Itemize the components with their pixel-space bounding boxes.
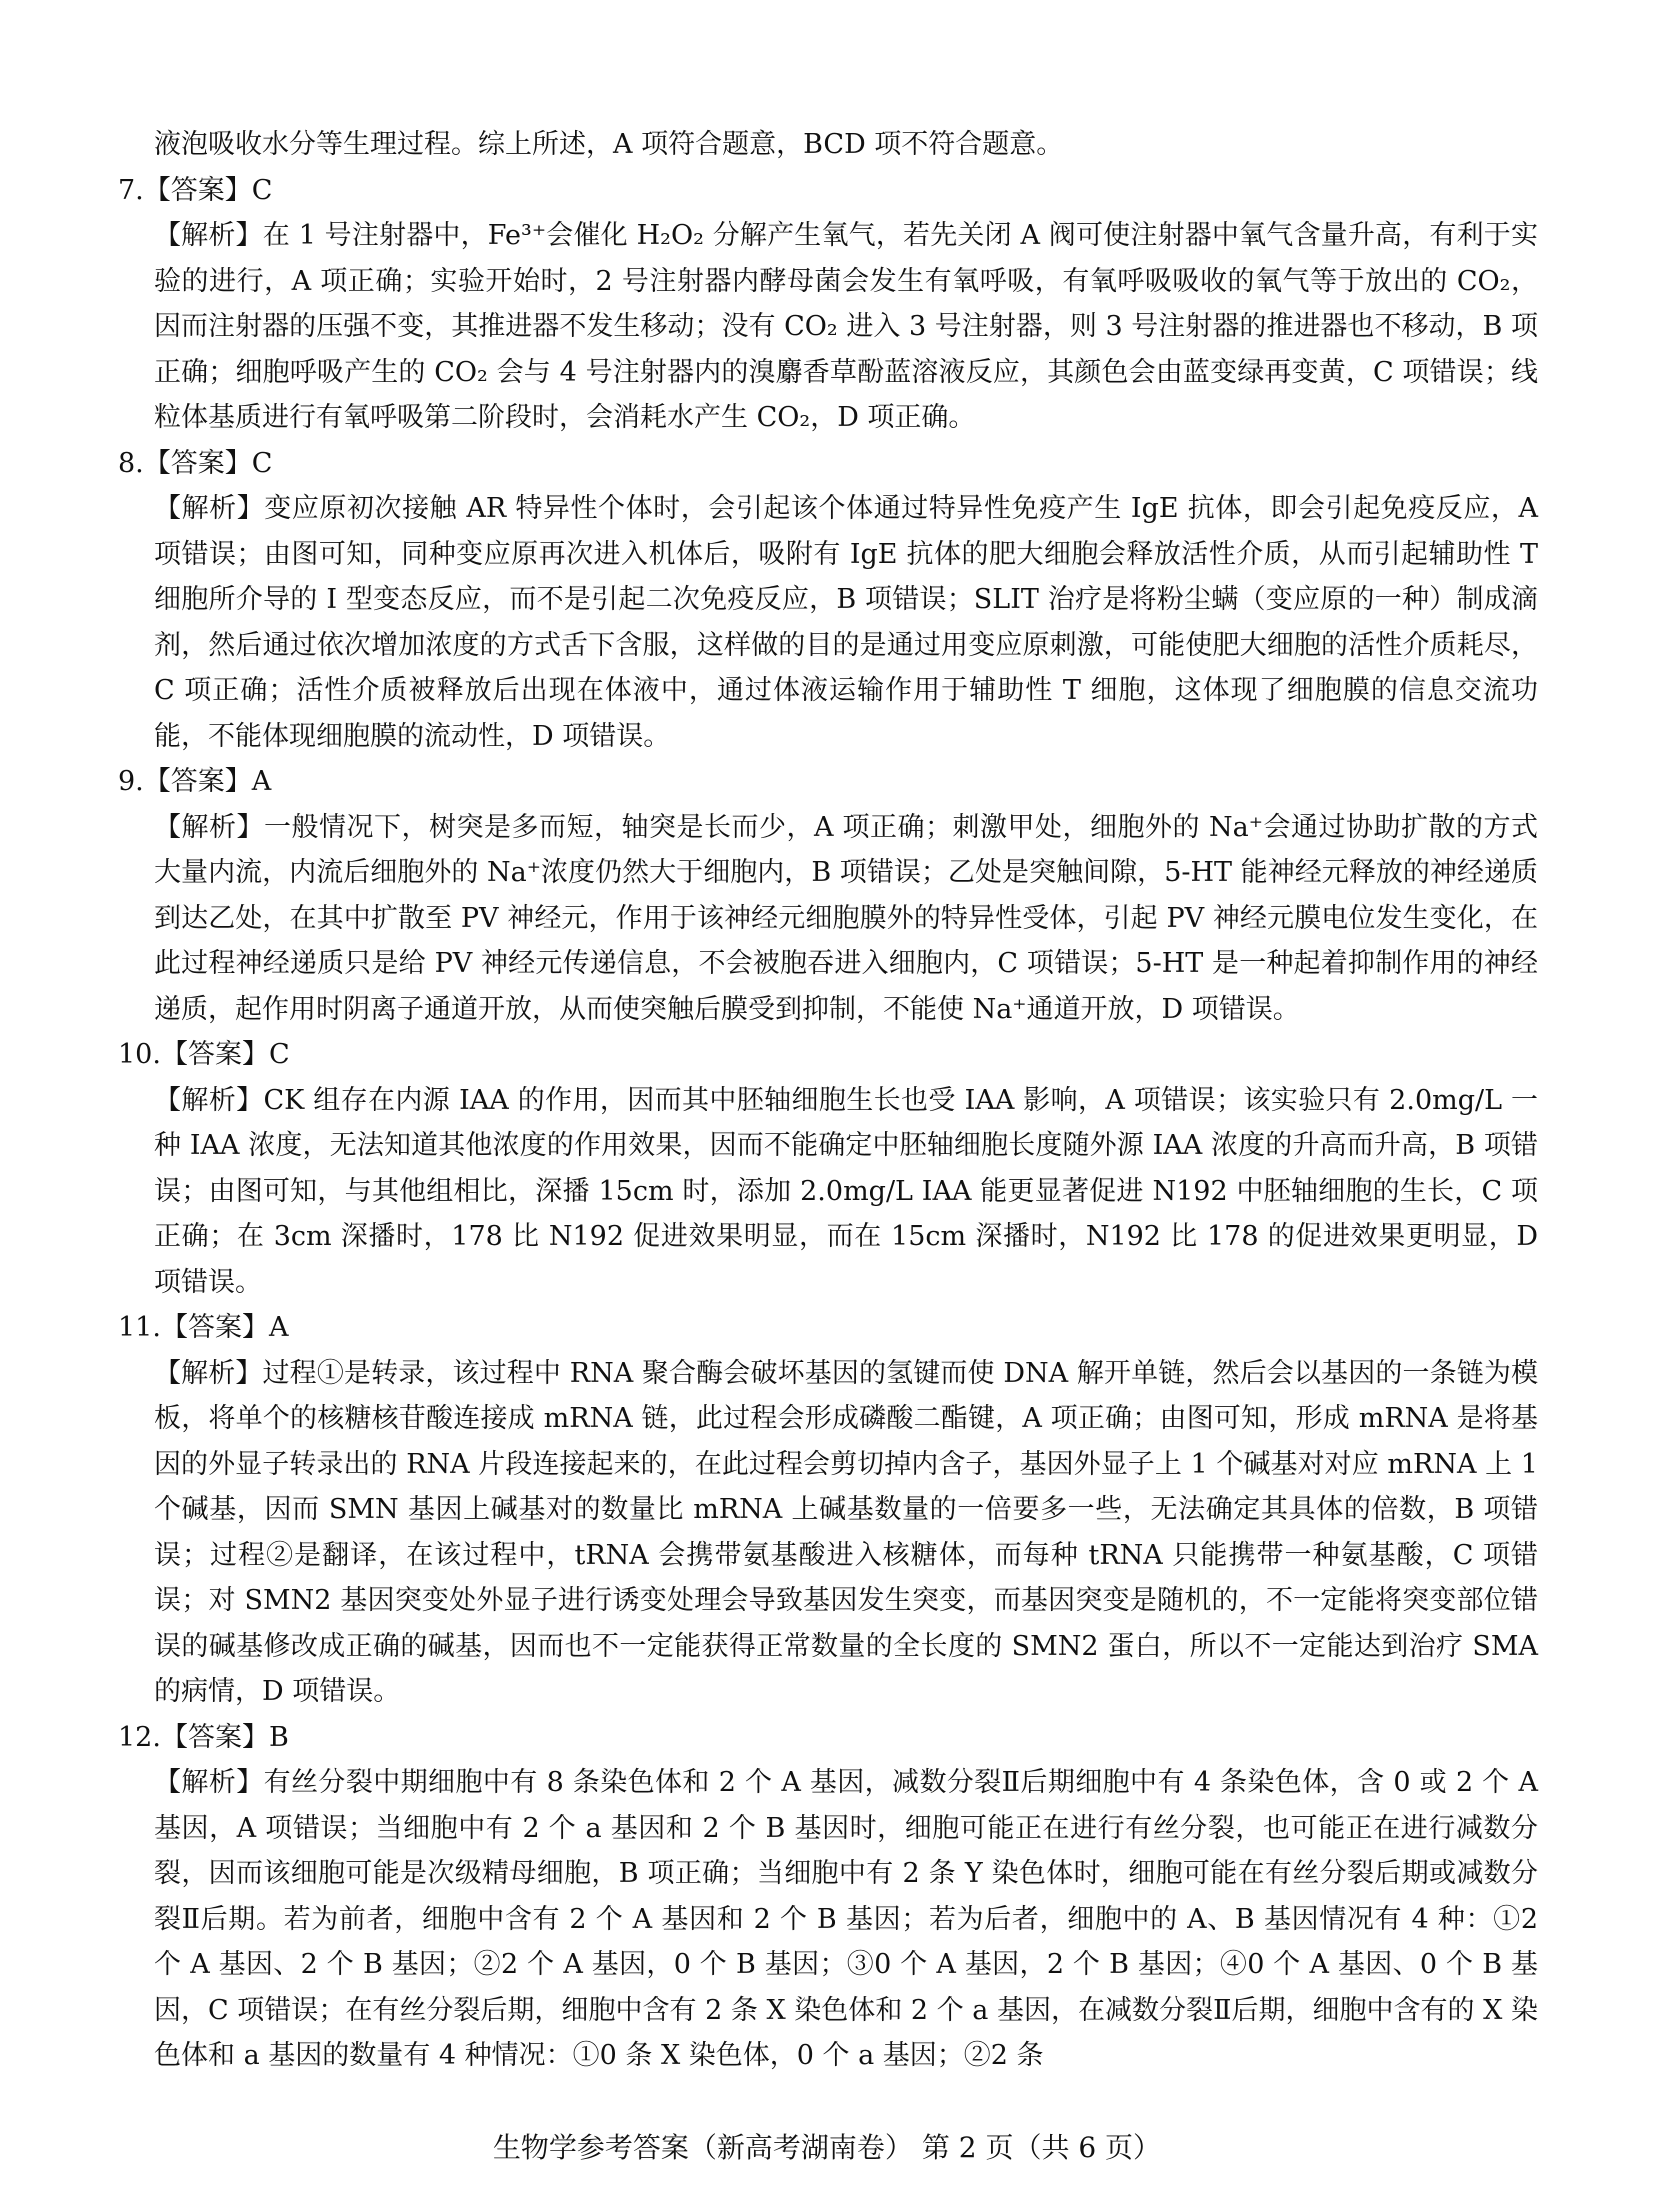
answer-content (118, 122, 1538, 2079)
intro-paragraph: 液泡吸收水分等生理过程。综上所述，A 项符合题意，BCD 项不符合题意。 (154, 129, 1064, 160)
question-number: 7. (118, 174, 144, 206)
analysis-text: 在 1 号注射器中，Fe³⁺会催化 H₂O₂ 分解产生氧气，若先关闭 A 阀可使注射器中氧气含量升高，有利于实验的进行，A 项正确；实验开始时，2 号注射器内酵母菌会发生有氧呼吸，有氧呼吸吸收的氧气等于放出的 CO₂，因而注射器的压强不变，其推进器不发生移动；没有 CO₂ 进入 3 号注射器，则 3 号注射器的推进器也不移动，B 项正确；细胞呼吸产生的 CO₂ 会与 4 号注射器内的溴麝香草酚蓝溶液反应，其颜色会由蓝变绿再变黄，C 项错误；线粒体基质进行有氧呼吸第二阶段时，会消耗水产生 CO₂，D 项正确。 (154, 220, 1538, 433)
analysis-text: 变应原初次接触 AR 特异性个体时，会引起该个体通过特异性免疫产生 IgE 抗体，即会引起免疫反应，A 项错误；由图可知，同种变应原再次进入机体后，吸附有 IgE 抗体的肥大细胞会释放活性介质，从而引起辅助性 T 细胞所介导的 I 型变态反应，而不是引起二次免疫反应，B 项错误；SLIT 治疗是将粉尘螨（变应原的一种）制成滴剂，然后通过依次增加浓度的方式舌下含服，这样做的目的是通过用变应原刺激，可能使肥大细胞的活性介质耗尽，C 项正确；活性介质被释放后出现在体液中，通过体液运输作用于辅助性 T 细胞，这体现了细胞膜的信息交流功能，不能体现细胞膜的流动性，D 项错误。 (154, 493, 1538, 752)
page-footer: 生物学参考答案（新高考湖南卷） 第 2 页（共 6 页） (492, 2131, 1162, 2164)
answer-key: 【答案】C (143, 447, 273, 479)
answer-key: 【答案】A (160, 1312, 289, 1343)
question-number: 8. (118, 447, 144, 479)
answer-item-9 (118, 759, 1538, 1032)
analysis-paragraph (118, 1078, 1538, 1306)
analysis-paragraph (118, 1760, 1538, 2079)
analysis-label: 【解析】 (154, 493, 265, 524)
analysis-paragraph (118, 486, 1538, 759)
analysis-paragraph (118, 1351, 1538, 1715)
question-number: 12. (118, 1721, 161, 1753)
answer-key: 【答案】B (160, 1721, 289, 1753)
answer-key: 【答案】A (143, 766, 272, 797)
answer-item-8 (118, 441, 1538, 760)
analysis-label: 【解析】 (154, 1357, 263, 1389)
question-number: 11. (118, 1312, 161, 1343)
analysis-label: 【解析】 (154, 1767, 264, 1798)
answer-item-11 (118, 1305, 1538, 1715)
analysis-text: 有丝分裂中期细胞中有 8 条染色体和 2 个 A 基因，减数分裂Ⅱ后期细胞中有 4 条染色体，含 0 或 2 个 A 基因，A 项错误；当细胞中有 2 个 a 基因和 2 个 B 基因时，细胞可能正在进行有丝分裂，也可能正在进行减数分裂，因而该细胞可能是次级精母细胞，B 项正确；当细胞中有 2 条 Y 染色体时，细胞可能在有丝分裂后期或减数分裂Ⅱ后期。若为前者，细胞中含有 2 个 A 基因和 2 个 B 基因；若为后者，细胞中的 A、B 基因情况有 4 种：①2 个 A 基因、2 个 B 基因；②2 个 A 基因，0 个 B 基因；③0 个 A 基因，2 个 B 基因；④0 个 A 基因、0 个 B 基因，C 项错误；在有丝分裂后期，细胞中含有 2 条 X 染色体和 2 个 a 基因，在减数分裂Ⅱ后期，细胞中含有的 X 染色体和 a 基因的数量有 4 种情况：①0 条 X 染色体，0 个 a 基因；②2 条 (154, 1767, 1539, 2071)
analysis-text: CK 组存在内源 IAA 的作用，因而其中胚轴细胞生长也受 IAA 影响，A 项错误；该实验只有 2.0mg/L 一种 IAA 浓度，无法知道其他浓度的作用效果，因而不能确定中胚轴细胞长度随外源 IAA 浓度的升高而升高，B 项错误；由图可知，与其他组相比，深播 15cm 时，添加 2.0mg/L IAA 能更显著促进 N192 中胚轴细胞的生长，C 项正确；在 3cm 深播时，178 比 N192 促进效果明显，而在 15cm 深播时，N192 比 178 的促进效果更明显，D 项错误。 (154, 1084, 1538, 1298)
analysis-text: 一般情况下，树突是多而短，轴突是长而少，A 项正确；刺激甲处，细胞外的 Na⁺会通过协助扩散的方式大量内流，内流后细胞外的 Na⁺浓度仍然大于细胞内，B 项错误；乙处是突触间隙，5-HT 能神经元释放的神经递质到达乙处，在其中扩散至 PV 神经元，作用于该神经元细胞膜外的特异性受体，引起 PV 神经元膜电位发生变化，在此过程神经递质只是给 PV 神经元传递信息，不会被胞吞进入细胞内，C 项错误；5-HT 是一种起着抑制作用的神经递质，起作用时阴离子通道开放，从而使突触后膜受到抑制，不能使 Na⁺通道开放，D 项错误。 (154, 811, 1539, 1025)
analysis-label: 【解析】 (154, 811, 264, 843)
answer-heading (118, 1032, 1538, 1078)
analysis-label: 【解析】 (154, 220, 263, 251)
answer-key: 【答案】C (143, 174, 273, 206)
analysis-paragraph (118, 805, 1538, 1033)
answer-heading (118, 1715, 1538, 1761)
answer-item-7 (118, 168, 1538, 441)
question-number: 10. (118, 1039, 161, 1070)
answer-item-12 (118, 1715, 1538, 2079)
answer-heading (118, 759, 1538, 805)
answer-key: 【答案】C (160, 1039, 290, 1070)
question-number: 9. (118, 766, 144, 797)
answer-heading (118, 1305, 1538, 1351)
analysis-text: 过程①是转录，该过程中 RNA 聚合酶会破坏基因的氢键而使 DNA 解开单链，然后会以基因的一条链为模板，将单个的核糖核苷酸连接成 mRNA 链，此过程会形成磷酸二酯键，A 项正确；由图可知，形成 mRNA 是将基因的外显子转录出的 RNA 片段连接起来的，在此过程会剪切掉内含子，基因外显子上 1 个碱基对对应 mRNA 上 1 个碱基，因而 SMN 基因上碱基对的数量比 mRNA 上碱基数量的一倍要多一些，无法确定其具体的倍数，B 项错误；过程②是翻译，在该过程中，tRNA 会携带氨基酸进入核糖体，而每种 tRNA 只能携带一种氨基酸，C 项错误；对 SMN2 基因突变处外显子进行诱变处理会导致基因发生突变，而基因突变是随机的，不一定能将突变部位错误的碱基修改成正确的碱基，因而也不一定能获得正常数量的全长度的 SMN2 蛋白，所以不一定能达到治疗 SMA 的病情，D 项错误。 (154, 1357, 1538, 1707)
answer-heading (118, 168, 1538, 214)
answer-item-10 (118, 1032, 1538, 1305)
analysis-paragraph (118, 213, 1538, 441)
answer-heading (118, 441, 1538, 487)
analysis-label: 【解析】 (154, 1084, 264, 1116)
